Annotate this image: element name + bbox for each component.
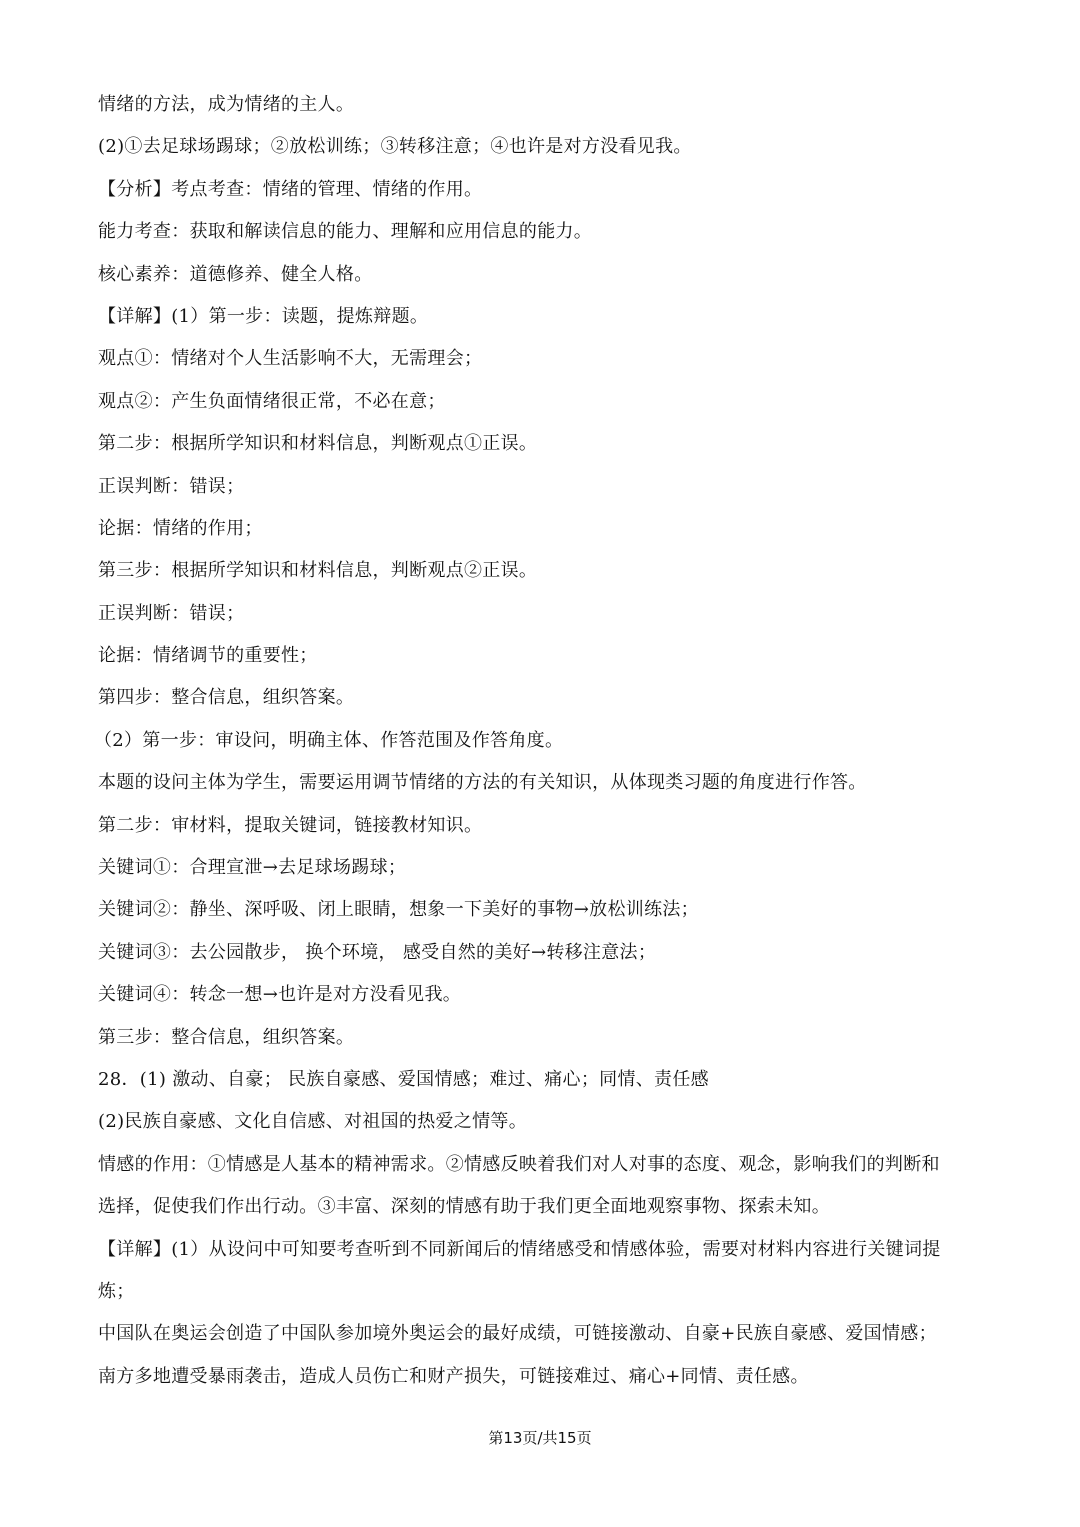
text-line: 炼； [98, 1280, 135, 1302]
text-line: 本题的设问主体为学生，需要运用调节情绪的方法的有关知识，从体现类习题的角度进行作答。 [98, 772, 867, 794]
text-line: 论据：情绪调节的重要性； [98, 645, 318, 667]
text-line: 第三步：根据所学知识和材料信息，判断观点②正误。 [98, 560, 538, 582]
analysis-heading-line: 【分析】考点考查：情绪的管理、情绪的作用。 [98, 178, 483, 200]
text-line: 第二步：根据所学知识和材料信息，判断观点①正误。 [98, 433, 538, 455]
text-line: 观点①：情绪对个人生活影响不大，无需理会； [98, 348, 483, 370]
text-line: 第四步：整合信息，组织答案。 [98, 687, 355, 709]
text-line: 能力考查：获取和解读信息的能力、理解和应用信息的能力。 [98, 221, 593, 243]
text-line: (2)民族自豪感、文化自信感、对祖国的热爱之情等。 [98, 1111, 527, 1133]
text-line: 正误判断：错误； [98, 475, 245, 497]
text-line: 正误判断：错误； [98, 602, 245, 624]
text-line: 关键词③：去公园散步， 换个环境， 感受自然的美好→转移注意法； [98, 941, 657, 963]
page-number: 第13页/共15页 [488, 1429, 592, 1447]
text-line: 核心素养：道德修养、健全人格。 [98, 263, 373, 285]
text-line: 关键词②：静坐、深呼吸、闭上眼睛，想象一下美好的事物→放松训练法； [98, 899, 699, 921]
text-line: 关键词④：转念一想→也许是对方没看见我。 [98, 984, 462, 1006]
question-28-answer-line: 28．(1) 激动、自豪； 民族自豪感、爱国情感；难过、痛心；同情、责任感 [98, 1068, 709, 1090]
text-line: 选择，促使我们作出行动。③丰富、深刻的情感有助于我们更全面地观察事物、探索未知。 [98, 1196, 830, 1218]
text-line: (2)①去足球场踢球；②放松训练；③转移注意；④也许是对方没看见我。 [98, 136, 692, 158]
detail-heading-line: 【详解】(1）从设问中可知要考查听到不同新闻后的情绪感受和情感体验，需要对材料内容进行关键词提 [98, 1238, 941, 1260]
detail-heading-line: 【详解】(1）第一步：读题，提炼辩题。 [98, 305, 429, 327]
text-line: 观点②：产生负面情绪很正常，不必在意； [98, 390, 446, 412]
text-line: 情绪的方法，成为情绪的主人。 [98, 94, 355, 115]
text-line: 中国队在奥运会创造了中国队参加境外奥运会的最好成绩，可链接激动、自豪+民族自豪感、爱国情感； [98, 1323, 937, 1345]
text-line: 情感的作用：①情感是人基本的精神需求。②情感反映着我们对人对事的态度、观念，影响我们的判断和 [98, 1153, 940, 1175]
text-line: 论据：情绪的作用； [98, 517, 263, 539]
text-line: （2）第一步：审设问，明确主体、作答范围及作答角度。 [94, 729, 564, 751]
text-line: 关键词①：合理宣泄→去足球场踢球； [98, 857, 407, 879]
document-body [94, 88, 998, 1402]
text-line: 南方多地遭受暴雨袭击，造成人员伤亡和财产损失，可链接难过、痛心+同情、责任感。 [98, 1365, 809, 1387]
text-line: 第三步：整合信息，组织答案。 [98, 1026, 355, 1048]
text-line: 第二步：审材料，提取关键词，链接教材知识。 [98, 814, 483, 836]
